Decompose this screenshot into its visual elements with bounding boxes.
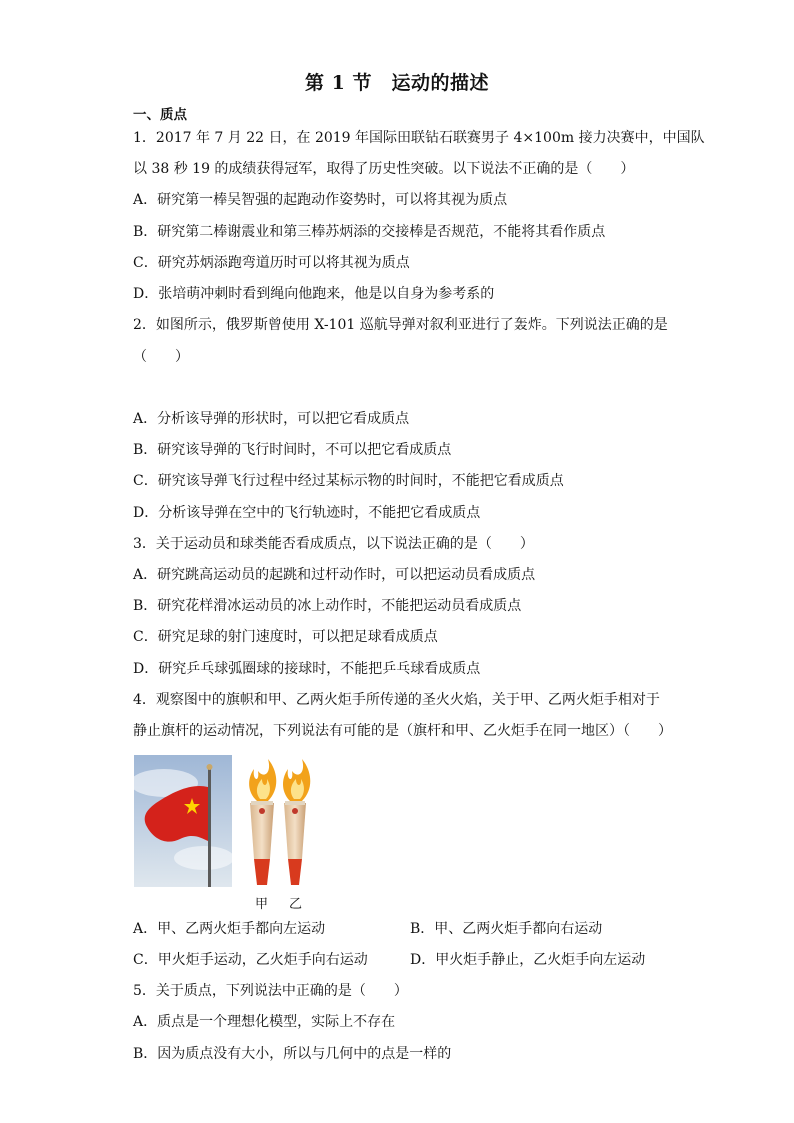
flag-photo	[134, 755, 234, 887]
q2-option-d: D．分析该导弹在空中的飞行轨迹时，不能把它看成质点	[133, 505, 481, 521]
q2-stem-line-1: 2．如图所示，俄罗斯曾使用 X-101 巡航导弹对叙利亚进行了轰炸。下列说法正确的是	[133, 317, 668, 333]
section-heading: 一、质点	[133, 107, 187, 123]
q5-stem-line-1: 5．关于质点，下列说法中正确的是（ ）	[133, 983, 408, 999]
q3-option-d: D．研究乒乓球弧圈球的接球时，不能把乒乓球看成质点	[133, 661, 481, 677]
q3-option-c: C．研究足球的射门速度时，可以把足球看成质点	[133, 629, 438, 645]
q4-option-b: B．甲、乙两火炬手都向右运动	[410, 921, 603, 937]
q1-option-a: A．研究第一棒吴智强的起跑动作姿势时，可以将其视为质点	[133, 192, 508, 208]
q1-stem-line-2: 以 38 秒 19 的成绩获得冠军，取得了历史性突破。以下说法不正确的是（ ）	[133, 161, 635, 177]
caption-yi: 乙	[289, 897, 303, 912]
q3-option-b: B．研究花样滑冰运动员的冰上动作时，不能把运动员看成质点	[133, 598, 522, 614]
page-title: 第 1 节 运动的描述	[305, 72, 489, 94]
q1-option-d: D．张培萌冲刺时看到绳向他跑来，他是以自身为参考系的	[133, 286, 495, 302]
torch-jia	[249, 759, 276, 885]
q4-stem-line-2: 静止旗杆的运动情况，下列说法有可能的是（旗杆和甲、乙火炬手在同一地区）（ ）	[133, 723, 672, 739]
q3-option-a: A．研究跳高运动员的起跳和过杆动作时，可以把运动员看成质点	[133, 567, 536, 583]
q2-stem-line-2: （ ）	[133, 349, 189, 365]
q5-option-b: B．因为质点没有大小，所以与几何中的点是一样的	[133, 1046, 452, 1062]
q1-option-b: B．研究第二棒谢震业和第三棒苏炳添的交接棒是否规范，不能将其看作质点	[133, 224, 606, 240]
q1-stem-line-1: 1．2017 年 7 月 22 日，在 2019 年国际田联钻石联赛男子 4×100m 接力决赛中，中国队	[133, 130, 705, 146]
caption-jia: 甲	[255, 897, 269, 912]
flag-and-torches-figure	[134, 753, 464, 913]
q1-option-c: C．研究苏炳添跑弯道历时可以将其视为质点	[133, 255, 410, 271]
q4-option-c: C．甲火炬手运动，乙火炬手向右运动	[133, 952, 368, 968]
q2-option-a: A．分析该导弹的形状时，可以把它看成质点	[133, 411, 410, 427]
q4-option-a: A．甲、乙两火炬手都向左运动	[133, 921, 326, 937]
q2-option-b: B．研究该导弹的飞行时间时，不可以把它看成质点	[133, 442, 452, 458]
q3-stem-line-1: 3．关于运动员和球类能否看成质点，以下说法正确的是（ ）	[133, 536, 534, 552]
q4-stem-line-1: 4．观察图中的旗帜和甲、乙两火炬手所传递的圣火火焰，关于甲、乙两火炬手相对于	[133, 692, 660, 708]
q5-option-a: A．质点是一个理想化模型，实际上不存在	[133, 1014, 396, 1030]
q4-option-d: D．甲火炬手静止，乙火炬手向左运动	[410, 952, 646, 968]
q2-option-c: C．研究该导弹飞行过程中经过某标示物的时间时，不能把它看成质点	[133, 473, 564, 489]
torch-yi	[283, 759, 310, 885]
flag-torch-illustration	[134, 753, 464, 913]
